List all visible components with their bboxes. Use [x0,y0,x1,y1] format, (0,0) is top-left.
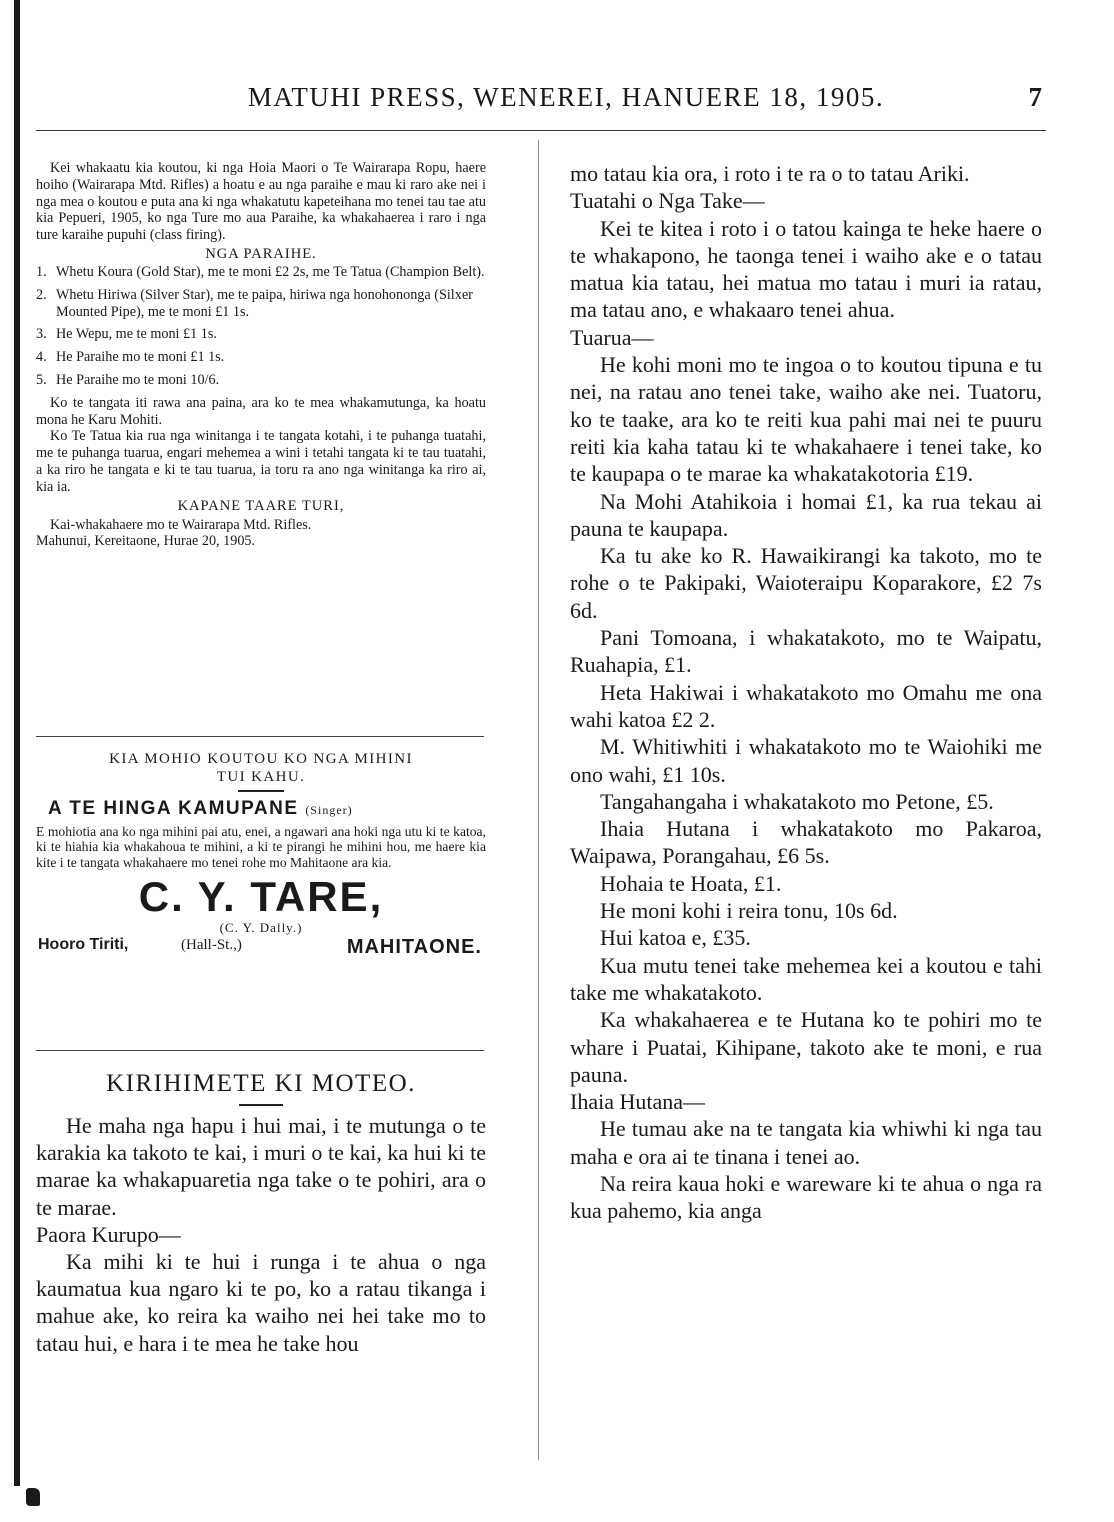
list-item [36,326,486,343]
prize-text: He Paraihe mo te moni £1 1s. [56,349,225,366]
title-rule [239,1104,283,1106]
notice-para-2: Ko te tangata iti rawa ana paina, ara ko te mea whakamutunga, ka hoatu mona he Karu Mohiti. [36,394,486,428]
rifles-notice [36,160,486,550]
masthead-title: MATUHI PRESS, WENEREI, HANUERE 18, 1905. [247,82,885,112]
story-paragraph: Ka whakahaerea e te Hutana ko te pohiri mo te whare i Puatai, Kihipane, takoto ake te moni, e rua pauna. [570,1007,1042,1087]
ad-body: E mohiotia ana ko nga mihini pai atu, enei, a ngawari ana hoki nga utu ki te katoa, ki te hiahia kia whakahoua te mihini, a ki te pirangi he mihini hou, me haere kia kite i te tangata whakahaere mo tenei rohe mo Mahitaone ara kia. [36,824,486,870]
prize-text: He Wepu, me te moni £1 1s. [56,326,217,343]
prize-number: 4. [36,349,47,366]
notice-intro: Kei whakaatu kia koutou, ki nga Hoia Maori o Te Wairarapa Ropu, haere hoiho (Wairarapa Mtd. Rifles) a hoatu e au nga paraihe e mau ki raro ake nei i nga mea o koutou e puta ana ki nga whakatutu kapeteihana mo tenei tau tae atu kia Pepueri, 1905, ko nga Ture mo aua Paraihe, ka whakahaerea i raro i nga ture karaihe pupuhi (class firing). [36,160,486,244]
ad-company-name [48,798,486,820]
company-tag-text: (Singer) [305,803,353,817]
story-paragraph: Pani Tomoana, i whakatakoto, mo te Waipatu, Ruahapia, £1. [570,625,1042,678]
story-paragraph: Kei te kitea i roto i o tatou kainga te heke haere o te whakapono, he taonga tenei i waiho ake e o tatau matua kia tatau, hei matua mo tatau i muri ia ratau, ma tatau ano, e whakaaro tenei ahua. [570,215,1042,323]
list-item [36,287,486,321]
story-paragraph: Tuatahi o Nga Take— [570,188,765,214]
agent-name-english: (C. Y. Dally.) [219,920,303,936]
town-name: MAHITAONE. [346,936,482,959]
story-paragraph: He maha nga hapu i hui mai, i te mutunga o te karakia ka takoto te kai, i muri o te kai, ka hui ki te marae ka whakapuaretia nga take o te pohiri, ara o te marae. [36,1113,486,1220]
ad-address [36,936,486,962]
story-right [570,160,1042,1225]
story-paragraph: Paora Kurupo— [36,1221,181,1247]
agent-name: C. Y. TARE, [138,873,384,921]
printer-mark-icon [26,1488,40,1506]
list-item [36,264,486,281]
story-paragraph: Na reira kaua hoki e wareware ki te ahua o nga ra kua pahemo, kia anga [570,1170,1042,1224]
ad-title-line-1: KIA MOHIO KOUTOU KO NGA MIHINI [109,751,413,767]
notice-signature: KAPANE TAARE TURI, [177,497,345,514]
list-item [36,349,486,366]
singer-advertisement [36,750,486,962]
story-right-paragraphs [570,160,1042,1225]
story-paragraph: He tumau ake na te tangata kia whiwhi ki nga tau maha e ora ai te tinana i tenei ao. [570,1116,1042,1169]
list-item [36,372,486,389]
page-edge-rule [14,0,20,1486]
prize-list [36,264,486,389]
prize-number: 1. [36,263,47,280]
ad-title-line-2: TUI KAHU. [216,769,306,785]
story-paragraph: mo tatau kia ora, i roto i te ra o to tatau Ariki. [570,161,970,186]
page-number: 7 [1028,82,1042,112]
prizes-heading: NGA PARAIHE. [205,245,317,262]
notice-para-3: Ko Te Tatua kia rua nga winitanga i te tangata kotahi, i te puhanga tuatahi, me te puhanga tuarua, engari mehemea a wini i tetahi tangata ki te tau tuatahi, a ka riro he tangata e ki te tau tuarua, ia toru ra ano nga winitanga ka riro ai, kia ia. [36,428,486,495]
street-name: Hooro Tiriti, [38,936,129,954]
story-paragraph: M. Whitiwhiti i whakatakoto mo te Waiohiki me ono wahi, £1 10s. [570,734,1042,787]
story-paragraph: He moni kohi i reira tonu, 10s 6d. [600,898,898,924]
story-paragraph: Ihaia Hutana— [570,1089,705,1115]
header-divider [36,130,1046,131]
story-title: KIRIHIMETE KI MOTEO. [106,1070,416,1097]
story-paragraph: Tuarua— [570,324,654,350]
story-paragraph: He kohi moni mo te ingoa o to koutou tipuna e tu nei, na ratau ano tenei take, waiho ake nei. Tuatoru, ko te taake, ara ko te reiti kua pahi mai nei te puuru reiti kia kaha tatau ki te whakahaere i tenei take, ko te kaupapa o te marae ka whakatakotoria £19. [570,352,1042,487]
story-paragraph: Kua mutu tenei take mehemea kei a koutou e tahi take me whakatakoto. [570,952,1042,1005]
page-header [36,82,1046,122]
ad-rule [238,790,284,792]
column-divider [538,140,539,1460]
story-paragraph: Na Mohi Atahikoia i homai £1, ka rua tekau ai pauna te kaupapa. [570,488,1042,541]
story-left [36,1070,486,1357]
prize-number: 5. [36,371,47,388]
section-divider [36,1050,484,1051]
story-paragraph: Tangahangaha i whakatakoto mo Petone, £5. [600,788,994,814]
story-paragraph: Ihaia Hutana i whakatakoto mo Pakaroa, Waipawa, Porangahau, £6 5s. [570,816,1042,869]
prize-number: 2. [36,286,47,303]
prize-text: Whetu Hiriwa (Silver Star), me te paipa, hiriwa nga honohononga (Silxer Mounted Pipe), me te moni £1 1s. [56,286,473,320]
company-name-text: A TE HINGA KAMUPANE [48,798,299,819]
notice-sign-role: Kai-whakahaere mo te Wairarapa Mtd. Rifles. [50,516,312,533]
section-divider [36,736,484,737]
prize-text: He Paraihe mo te moni 10/6. [56,371,220,388]
story-paragraph: Heta Hakiwai i whakatakoto mo Omahu me ona wahi katoa £2 2. [570,679,1042,732]
story-paragraph: Hohaia te Hoata, £1. [600,870,782,896]
street-name-english: (Hall-St.,) [181,937,242,954]
prize-text: Whetu Koura (Gold Star), me te moni £2 2s, me Te Tatua (Champion Belt). [56,263,485,280]
prize-number: 3. [36,326,47,343]
story-paragraph: Ka tu ake ko R. Hawaikirangi ka takoto, mo te rohe o te Pakipaki, Waioteraipu Koparakore, £2 7s 6d. [570,543,1042,623]
story-paragraph: Ka mihi ki te hui i runga i te ahua o nga kaumatua kua ngaro ki te po, ko a ratau tikanga i mahue ake, ko reira ka waiho nei hei take mo to tatau hui, e hara i te mea he take hou [36,1249,486,1356]
notice-sign-place: Mahunui, Kereitaone, Hurae 20, 1905. [36,533,256,550]
story-paragraph: Hui katoa e, £35. [600,925,751,951]
story-left-paragraphs [36,1112,486,1357]
